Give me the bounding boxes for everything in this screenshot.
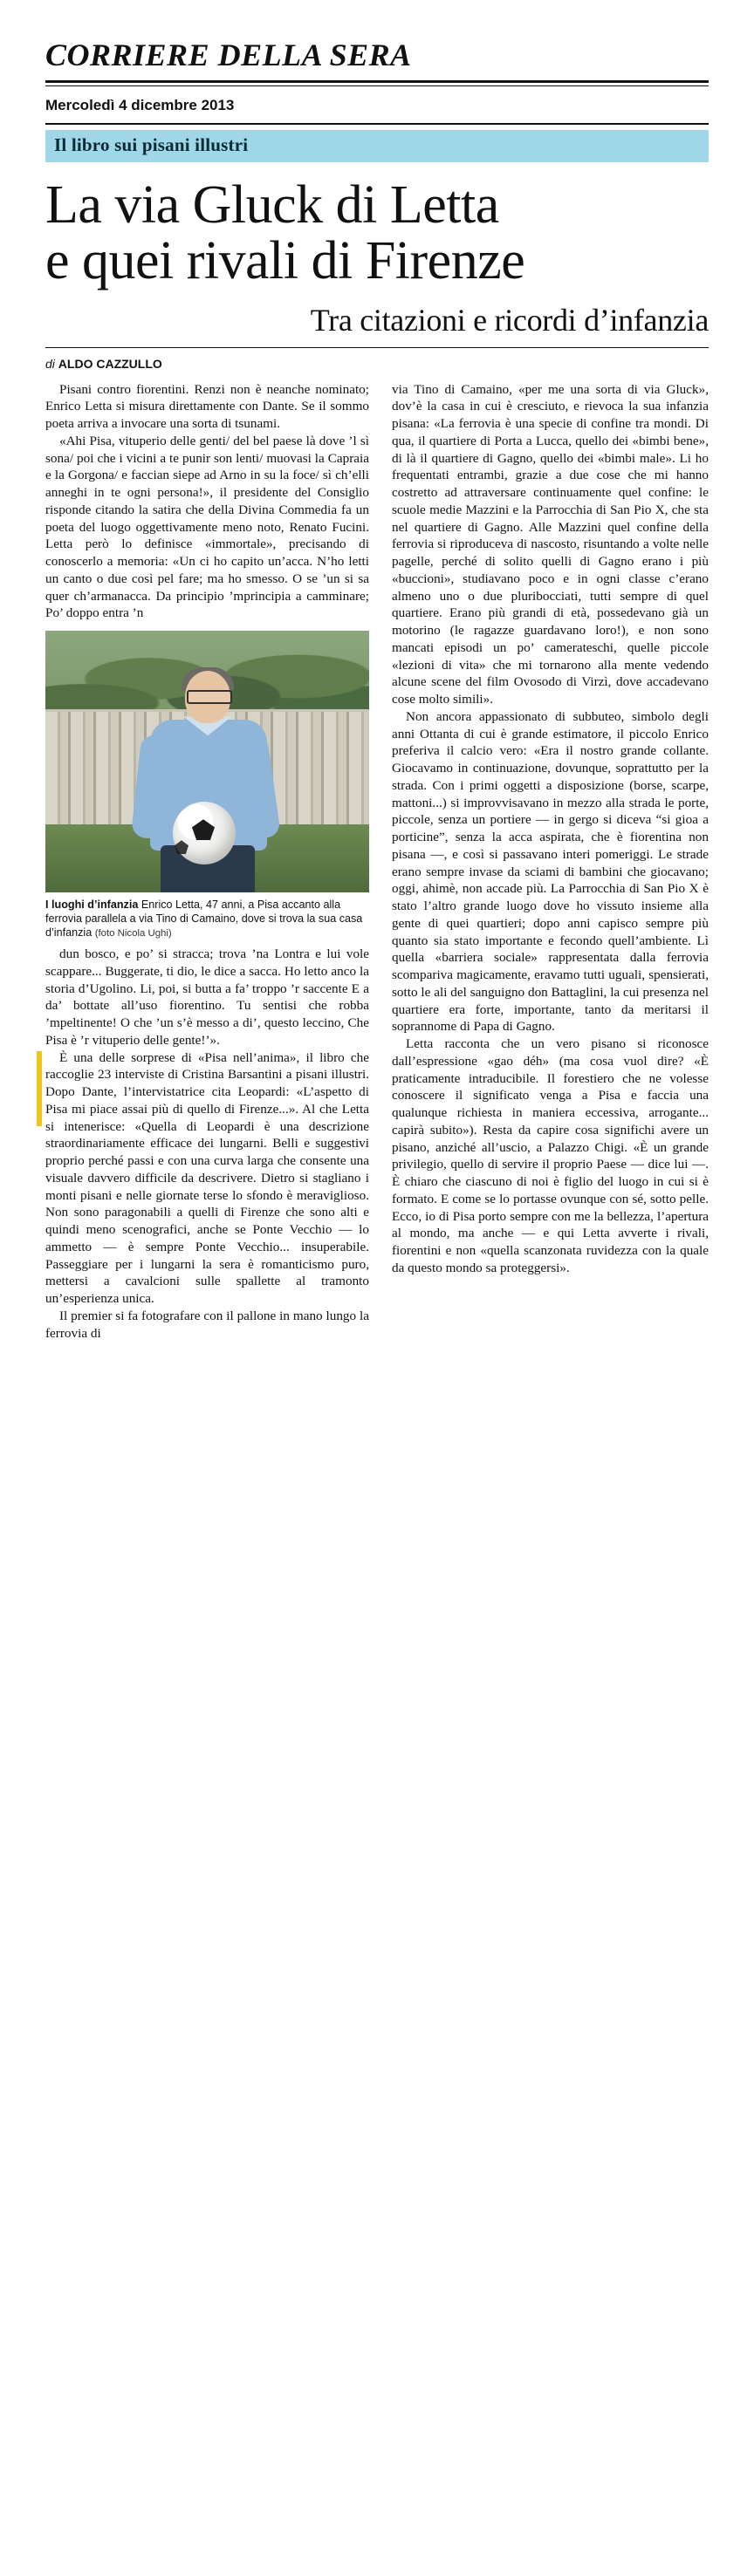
paragraph: È una delle sorprese di «Pisa nell’anima», il libro che raccoglie 23 interviste di Cristina Barsantini a pisani illustri. Dopo Dante, l’intervistatrice cita Leopardi: «L’aspetto di Pisa mi piace assai più di quello di Firenze...». Al che Letta si intenerisce: «Quella di Leopardi è una descrizione straordinariamente efficace dei lungarni. Belli e suggestivi proprio perché passi e con una curva larga che consente una visuale davvero difficile da descrivere. Dietro si stagliano i monti pisani e nelle giornate terse lo sfondo è meraviglioso. Non sono paragonabili a quelli di Firenze che sono alti e quindi meno scenografici, anche se Ponte Vecchio — lo ammetto — è sempre Ponte Vecchio... insuperabile. Passeggiare per i lungarni la sera è romanticismo puro, mettersi a cavalcioni sulle spallette al tramonto un’esperienza unica.	[45, 1049, 369, 1307]
paragraph: Pisani contro fiorentini. Renzi non è neanche nominato; Enrico Letta si misura direttamente con Dante. Se il sommo poeta arriva a invocare una sorta di tsunami.	[45, 381, 369, 432]
masthead-title: CORRIERE DELLA SERA	[45, 38, 412, 72]
photo-subject-figure	[129, 671, 286, 892]
paragraph: dun bosco, e po’ si stracca; trova ’na Lontra e lui vole scappare... Buggerate, ti dio, le dice a sacca. Ho letto anco la storia d’Ugolino. Li, poi, si butta a fa’ troppo ’r saccente E a da’ bottate all’uso fiorentino. Tu sentisi che robba ’mpeltinente! O che ’un s’è messo a di’, questo leccino, Che Pisa è ’r vituperio delle gente!’».	[45, 946, 369, 1048]
paragraph: Il premier si fa fotografare con il pallone in mano lungo la ferrovia di	[45, 1308, 369, 1341]
subheadline: Tra citazioni e ricordi d’infanzia	[310, 302, 709, 338]
byline-author: ALDO CAZZULLO	[58, 356, 162, 371]
page-title	[45, 175, 709, 290]
photo-credit: (foto Nicola Ughi)	[94, 928, 172, 940]
photo-caption-lead: I luoghi d’infanzia	[45, 899, 139, 912]
headline-line-2: e quei rivali di Firenze	[45, 230, 525, 290]
headline-line-1: La via Gluck di Letta	[45, 175, 499, 235]
section-kicker: Il libro sui pisani illustri	[45, 130, 709, 162]
byline-prefix: di	[45, 356, 55, 371]
highlight-accent-bar	[37, 1051, 42, 1126]
masthead-rule-thin	[45, 85, 709, 86]
paragraph: via Tino di Camaino, «per me una sorta di via Gluck», dov’è la casa in cui è cresciuto, e rievoca la sua infanzia pisana: «La ferrovia è una specie di confine tra mondi. Di qua, il quartiere di Porta a Lucca, quello dei «bimbi bene», di là il quartiere di Gagno, quello dei «bimbi male». Li ho frequentati entrambi, grazie a due cose che mi hanno costretto ad attraversare continuamente quel confine: le scuole medie Mazzini e la Parrocchia di San Pio X, che sta nel quartiere di Gagno. Alle Mazzini quel confine della ferrovia si riproduceva di nascosto, risuntando a volte nelle pagelle, perché di solito quelli di Gagno erano i più «buccioni», studiavano poco e in ogni classe c’erano almeno uno o due pluribocciati, tutti sempre di quel quartiere. Erano più grandi di età, possedevano già un motorino (le ragazze guardavano loro!), e non sono mancati episodi un po’ camerateschi, quelle piccole «lezioni di vita» che mi tornarono alla mente vedendo alcune scene del film Ovosodo di Virzì, dove accadevano cose molto simili».	[392, 381, 709, 707]
soccer-ball-icon	[173, 802, 236, 864]
photo-caption-text: Enrico Letta, 47 anni, a Pisa accanto alla ferrovia parallela a via Tino di Camaino, dove si trova la sua casa d’infanzia	[45, 899, 363, 940]
byline	[45, 357, 709, 371]
article-columns	[45, 381, 709, 1343]
article-photo	[45, 631, 369, 892]
dateline: Mercoledì 4 dicembre 2013	[45, 97, 235, 113]
masthead-rule-thick	[45, 80, 709, 83]
article-photo-block	[45, 631, 369, 940]
article-column-2	[392, 381, 709, 1343]
glasses-icon	[187, 690, 232, 704]
photo-caption	[45, 898, 369, 940]
paragraph: Letta racconta che un vero pisano si riconosce dall’espressione «gao déh» (ma cosa vuol dire? «È praticamente intraducibile. Il forestiero che ne volesse conoscere il significato venga a Pisa e faccia una qualunque richiesta in maniera eccessiva, arrogante... capirà subito»). Resta da capire cosa significhi avere un pisano, anziché all’uscio, a Palazzo Chigi. «È un grande privilegio, quello di servire il proprio Paese — dice lui —. È chiaro che ciascuno di noi è figlio del luogo in cui si è formato. E come se lo portasse ovunque con sé, sotto pelle. Ecco, io di Pisa porto sempre con me la bellezza, l’apertura al mondo, ma anche — e qui Letta avverte i rivali, fiorentini e non «quella scanzonata ruvidezza con la quale da questo mondo sa proteggersi».	[392, 1036, 709, 1275]
headline-rule	[45, 347, 709, 348]
paragraph: «Ahi Pisa, vituperio delle genti/ del bel paese là dove ’l sì sona/ poi che i vicini a te punir son lenti/ muovasi la Capraia e la Gorgona/ e faccian siepe ad Arno in su la foce/ sì ch’elli anneghi in te ogni persona!», il presidente del Consiglio risponde citando la satira che della Divina Commedia fa un poeta del luogo oggettivamente meno noto, Renato Fucini. Letta però lo definisce «immortale», precisando di conoscerlo a memoria: «Un ci ho capito un’acca. N’ho letti un canto o due così pel fare; ma ho smesso. O se ’un si sa quer ch’armanacca. Da principio ’mprincipia a camminare; Po’ doppo entra ’n	[45, 433, 369, 621]
paragraph: Non ancora appassionato di subbuteo, simbolo degli anni Ottanta di cui è grande estimatore, il piccolo Enrico preferiva il calcio vero: «Era il nostro grande collante. Giocavamo in continuazione, dovunque, soprattutto per la strada. Con i primi oggetti a disposizione (borse, scarpe, mattoni...) si improvvisavano in mezzo alla strada le porte, piccole, senza un portiere — in gergo si diceva “si gioa a porticine”, senza la acca aspirata, che è fiorentina non pisana —, e così si passavano interi pomeriggi. Le strade erano sempre invase da sciami di bambini che giocavano; oggi, ahimè, non accade più. La Parrocchia di San Pio X è stato l’altro grande luogo dove ho vissuto insieme alla gente di quei quartieri; dopo anni capisco sempre più quanto sia stato importante e fecondo quell’ambiente. Lì quella «barriera sociale» rappresentata dalla ferrovia scompariva magicamente, eravamo tutti uguali, spensierati, sotto le ali del sanguigno don Battaglini, la cui presenza nel quartiere era forte, importante, tanto da meritarsi il soprannome di Papa di Gagno.	[392, 708, 709, 1035]
article-column-1	[45, 381, 369, 1343]
dateline-rule	[45, 123, 709, 125]
